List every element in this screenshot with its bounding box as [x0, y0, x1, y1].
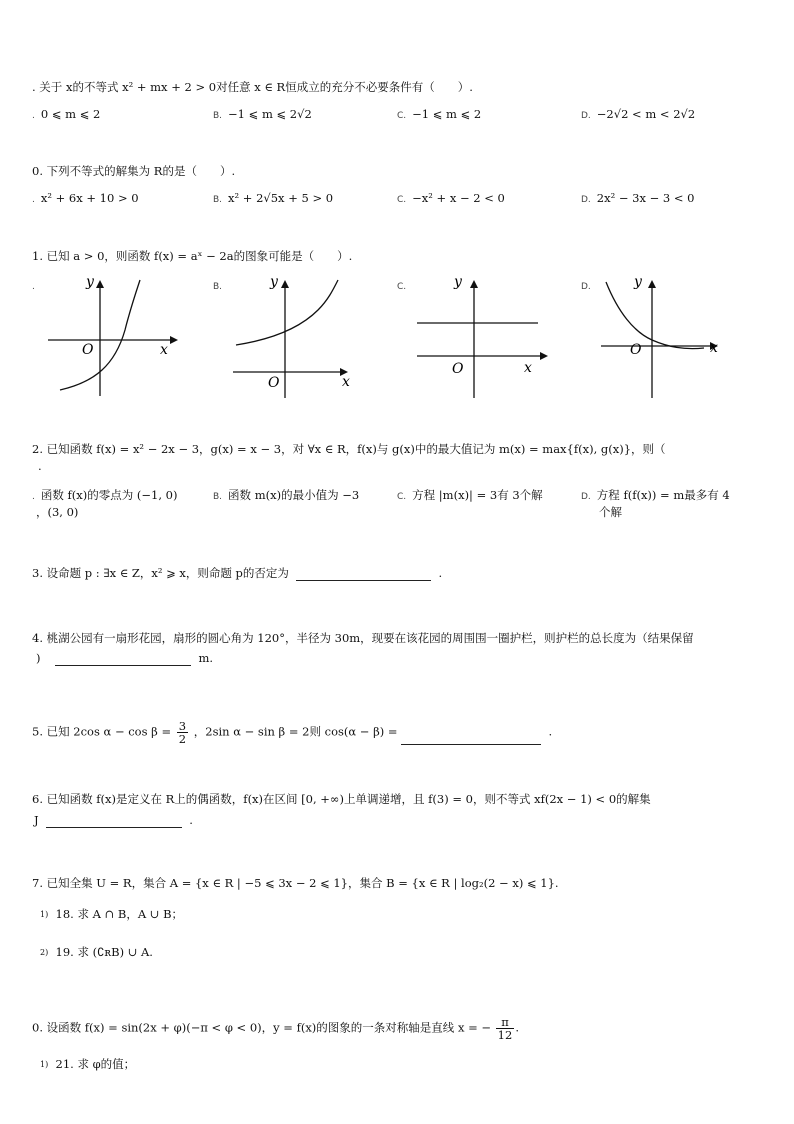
- q14-stem: 4. 桃湖公园有一扇形花园，扇形的圆心角为 120°，半径为 30m，现要在该花园的周围围一圈护栏，则护栏的总长度为（结果保留: [32, 631, 694, 645]
- q16-tail: .: [189, 813, 193, 827]
- q12-option-c-text: 方程 |m(x)| = 3有 3个解: [412, 488, 543, 502]
- q12-option-a-text2: ，(3, 0): [36, 505, 79, 519]
- q10-option-d-label: D.: [581, 195, 591, 205]
- q12-option-b-label: B.: [213, 492, 223, 502]
- curve: [236, 280, 338, 345]
- q15-frac-num: 3: [178, 719, 187, 733]
- q12-option-a-label: .: [32, 492, 35, 502]
- q15-frac-den: 2: [178, 732, 187, 746]
- q20-stem: [32, 1016, 519, 1041]
- y-axis-arrow-icon: [96, 280, 104, 288]
- q15-stem-text: 5. 已知 2cos α − cos β =: [32, 724, 172, 739]
- q14-stem-cont: ): [36, 651, 41, 665]
- q8-option-b[interactable]: [213, 107, 312, 124]
- q12-option-b[interactable]: [213, 488, 359, 505]
- origin-label: O: [268, 375, 280, 391]
- x-label: x: [524, 360, 532, 376]
- q10-option-b-text: x² + 2√5x + 5 > 0: [228, 191, 334, 205]
- q8-option-a-text: 0 ⩽ m ⩽ 2: [40, 107, 101, 121]
- q17-stem: 7. 已知全集 U = R，集合 A = {x ∈ R | −5 ⩽ 3x − 2 ⩽ 1}，集合 B = {x ∈ R | log₂(2 − x) ⩽ 1}.: [32, 876, 559, 890]
- q20-frac-num: π: [496, 1016, 515, 1029]
- q15-stem-text-2: ，2sin α − sin β = 2则 cos(α − β) =: [193, 724, 398, 739]
- q8-option-a[interactable]: [32, 107, 100, 124]
- y-label: y: [270, 274, 278, 290]
- q20-fraction: [496, 1016, 515, 1041]
- q10-option-d[interactable]: [581, 191, 695, 208]
- q8-option-a-label: .: [32, 111, 35, 121]
- q11-graph-c[interactable]: [412, 270, 562, 400]
- q10-option-c[interactable]: [397, 191, 505, 208]
- y-label: y: [454, 274, 462, 290]
- q12-option-c[interactable]: [397, 488, 543, 505]
- q13-stem-text: 3. 设命题 p : ∃x ∈ Z，x² ⩾ x，则命题 p的否定为: [32, 566, 289, 580]
- q10-option-c-label: C.: [397, 195, 407, 205]
- q10-option-b[interactable]: [213, 191, 333, 208]
- q10-option-a-label: .: [32, 195, 35, 205]
- q12-stem-cont: .: [38, 459, 42, 473]
- q17-part-2-num: 2): [40, 948, 49, 957]
- x-axis-arrow-icon: [170, 336, 178, 344]
- q12-option-c-label: C.: [397, 492, 407, 502]
- q8-option-d[interactable]: [581, 107, 695, 124]
- q12-stem: 2. 已知函数 f(x) = x² − 2x − 3，g(x) = x − 3，对 ∀x ∈ R，f(x)与 g(x)中的最大值记为 m(x) = max{f(x), g(x)}，则（: [32, 442, 666, 456]
- q16-stem-cont: J: [34, 813, 39, 827]
- q8-option-c-label: C.: [397, 111, 407, 121]
- q8-option-d-text: −2√2 < m < 2√2: [596, 107, 696, 121]
- q11-graph-a[interactable]: [40, 270, 190, 400]
- q12-option-d-label: D.: [581, 492, 591, 502]
- q12-option-b-text: 函数 m(x)的最小值为 −3: [228, 488, 360, 502]
- q17-part-1-text: 18. 求 A ∩ B，A ∪ B；: [55, 907, 184, 921]
- y-label: y: [634, 274, 642, 290]
- q8-option-d-label: D.: [581, 111, 591, 121]
- q11-option-b-label[interactable]: B.: [213, 282, 223, 292]
- q12-option-d[interactable]: [581, 488, 730, 520]
- q20-tail: .: [515, 1020, 519, 1035]
- x-label: x: [160, 342, 168, 358]
- q16-stem: 6. 已知函数 f(x)是定义在 R上的偶函数，f(x)在区间 [0, +∞)上单调递增，且 f(3) = 0，则不等式 xf(2x − 1) < 0的解集: [32, 792, 651, 806]
- origin-label: O: [630, 342, 642, 358]
- q10-option-a-text: x² + 6x + 10 > 0: [40, 191, 139, 205]
- q20-stem-text: 0. 设函数 f(x) = sin(2x + φ)(−π < φ < 0)，y = f(x)的图象的一条对称轴是直线 x = −: [32, 1020, 492, 1035]
- q11-option-c-label[interactable]: C.: [397, 282, 407, 292]
- y-label: y: [86, 274, 94, 290]
- q16-answer-blank[interactable]: [46, 815, 182, 828]
- q11-option-d-label[interactable]: D.: [581, 282, 591, 292]
- q11-option-a-label[interactable]: .: [32, 282, 35, 292]
- q14-tail: m.: [198, 651, 213, 665]
- origin-label: O: [82, 342, 94, 358]
- q14-stem-cont-line: [36, 651, 213, 666]
- q14-answer-blank[interactable]: [55, 653, 191, 666]
- q20-part-1: [40, 1057, 135, 1072]
- y-axis-arrow-icon: [470, 280, 478, 288]
- q8-option-b-text: −1 ⩽ m ⩽ 2√2: [228, 107, 312, 121]
- q11-graph-d[interactable]: [596, 270, 746, 400]
- y-axis-arrow-icon: [281, 280, 289, 288]
- q12-option-a-text: 函数 f(x)的零点为 (−1, 0): [40, 488, 178, 502]
- q11-stem: 1. 已知 a > 0，则函数 f(x) = aˣ − 2a的图象可能是（ ）.: [32, 249, 353, 263]
- x-label: x: [342, 374, 350, 390]
- q17-part-1-num: 1): [40, 910, 49, 919]
- q20-frac-den: 12: [497, 1028, 513, 1042]
- q13-answer-blank[interactable]: [296, 568, 431, 581]
- q8-option-c[interactable]: [397, 107, 481, 124]
- q15-stem: [32, 720, 552, 745]
- q17-part-2-text: 19. 求 (∁ʀB) ∪ A.: [55, 945, 153, 959]
- q12-option-d-text: 方程 f(f(x)) = m最多有 4: [596, 488, 730, 502]
- q11-graph-b[interactable]: [228, 270, 378, 400]
- q17-part-2: [40, 945, 153, 960]
- q10-option-b-label: B.: [213, 195, 223, 205]
- q12-option-a[interactable]: [32, 488, 177, 520]
- q17-part-1: [40, 907, 183, 922]
- q10-option-a[interactable]: [32, 191, 139, 208]
- q16-stem-cont-line: [34, 813, 193, 828]
- y-axis-arrow-icon: [648, 280, 656, 288]
- q10-option-c-text: −x² + x − 2 < 0: [412, 191, 505, 205]
- q8-stem: . 关于 x的不等式 x² + mx + 2 > 0对任意 x ∈ R恒成立的充分不必要条件有（ ）.: [32, 80, 473, 94]
- x-label: x: [710, 340, 718, 356]
- curve: [606, 282, 704, 349]
- q13-tail: .: [438, 566, 443, 580]
- q15-fraction: [177, 720, 188, 745]
- x-axis-arrow-icon: [540, 352, 548, 360]
- q12-option-d-text2: 个解: [599, 505, 622, 519]
- q20-part-1-text: 21. 求 φ的值；: [55, 1057, 136, 1071]
- q10-stem: 0. 下列不等式的解集为 R的是（ ）.: [32, 164, 236, 178]
- q20-part-1-num: 1): [40, 1060, 49, 1069]
- q15-tail: .: [548, 724, 553, 739]
- origin-label: O: [452, 361, 464, 377]
- q15-answer-blank[interactable]: [401, 732, 541, 745]
- q8-option-c-text: −1 ⩽ m ⩽ 2: [412, 107, 482, 121]
- q8-option-b-label: B.: [213, 111, 223, 121]
- q10-option-d-text: 2x² − 3x − 3 < 0: [596, 191, 695, 205]
- q13-stem: [32, 566, 442, 581]
